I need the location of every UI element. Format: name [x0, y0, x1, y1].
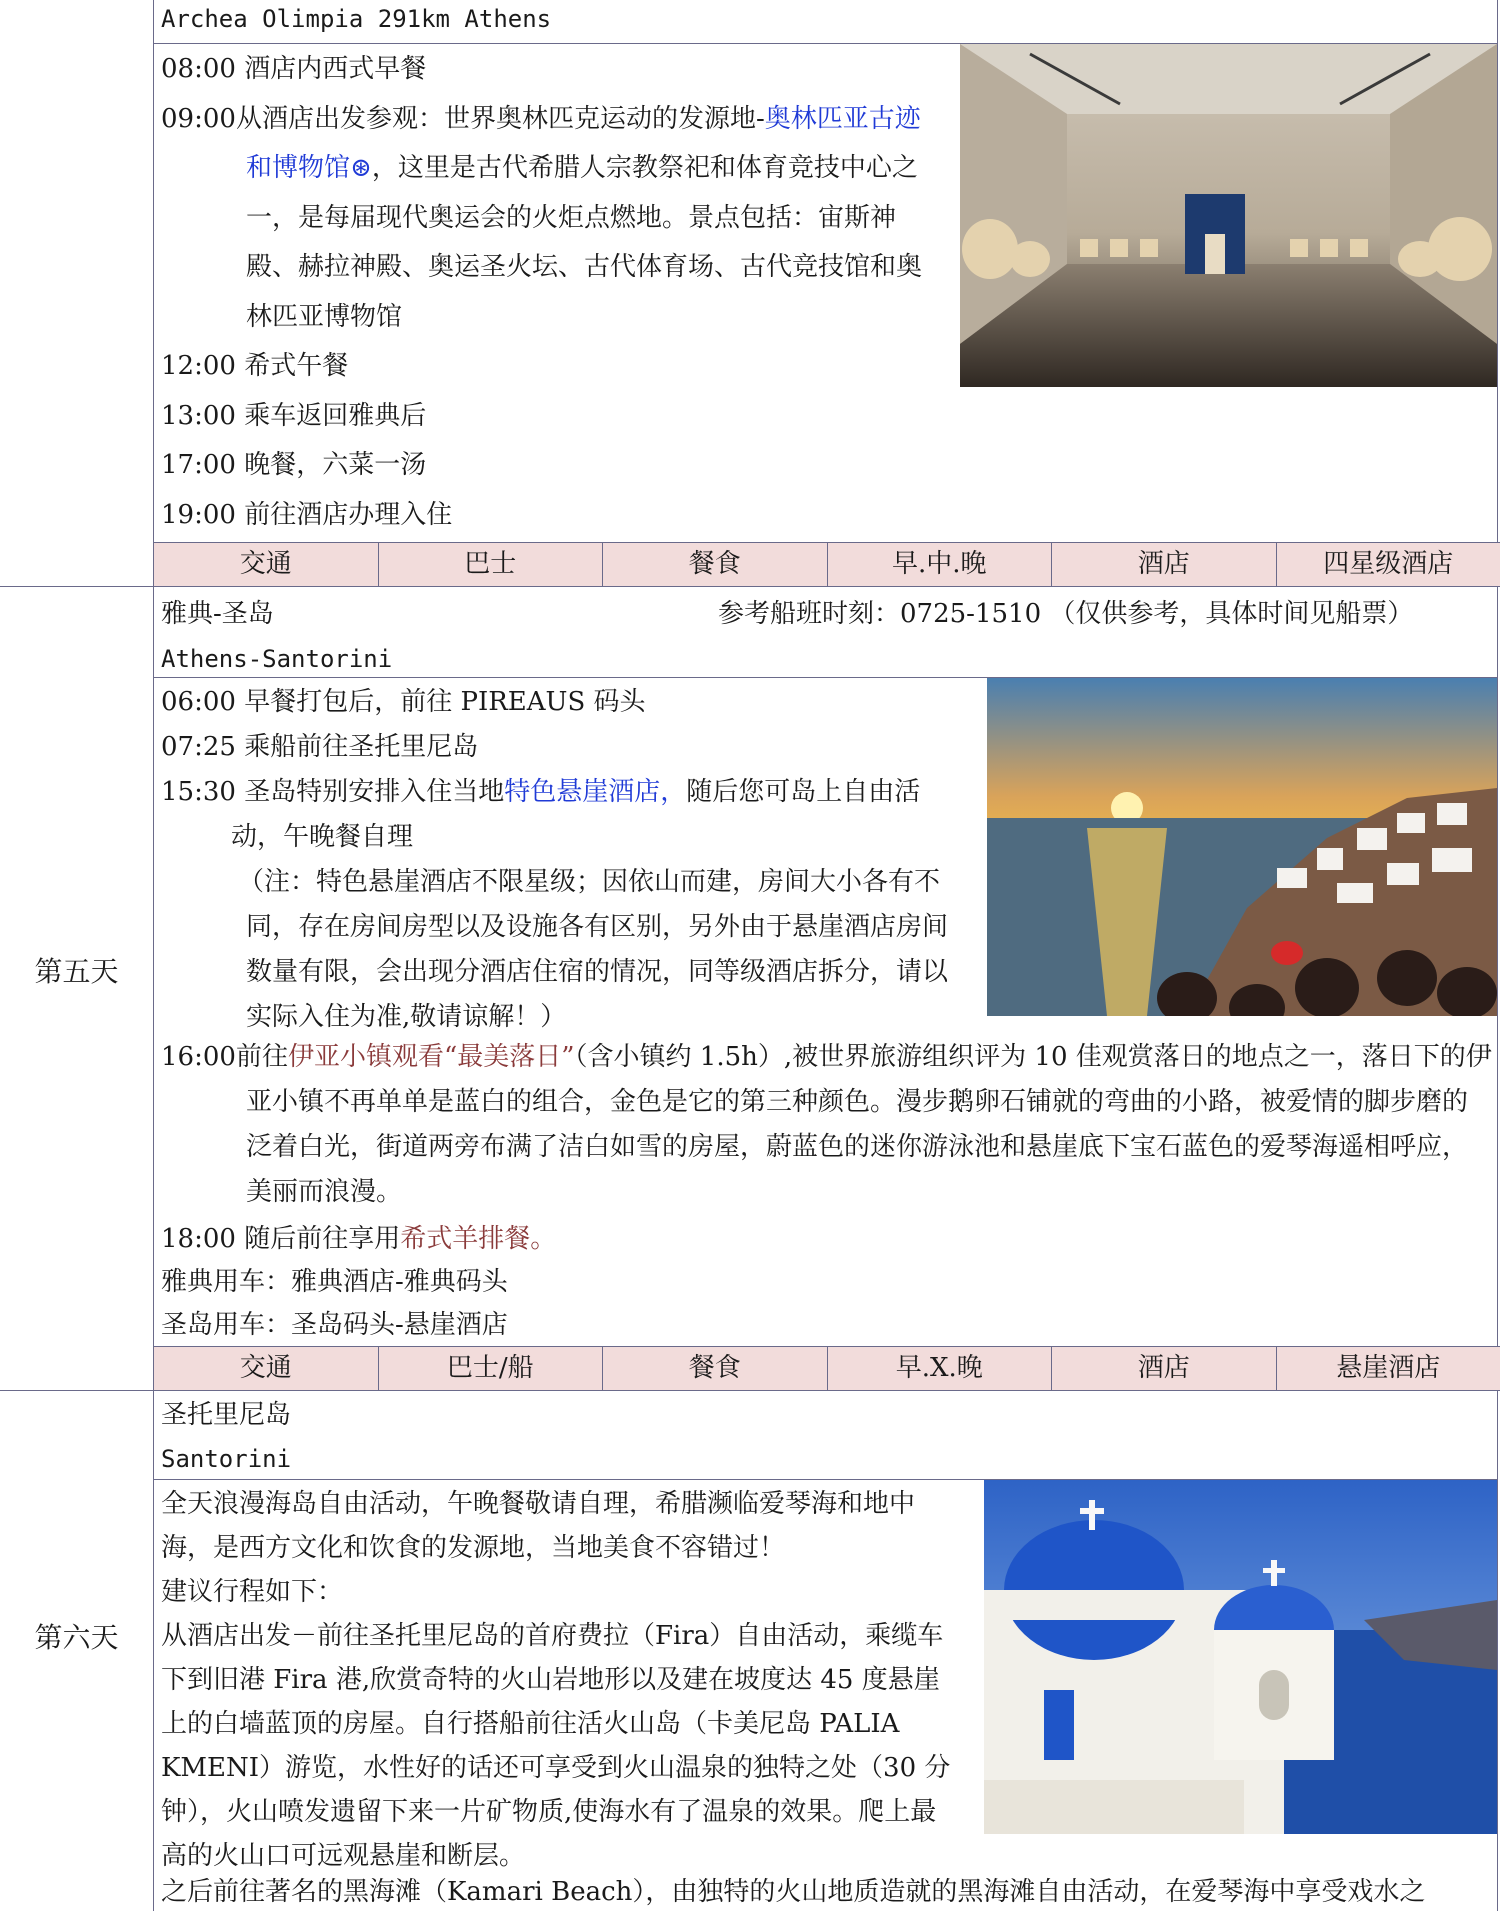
schedule-item: 08:00 酒店内西式早餐: [161, 45, 941, 95]
info-cell: 早.X.晚: [827, 1347, 1052, 1390]
santorini-sunset-photo: [987, 678, 1497, 1016]
santorini-church-photo: [984, 1480, 1497, 1834]
info-cell: 交通: [154, 543, 378, 586]
hotel-note: （注：特色悬崖酒店不限星级；因依山而建，房间大小各有不同，存在房间房型以及设施各有区别，另外由于悬崖酒店房间数量有限，会出现分酒店住宿的情况，同等级酒店拆分，请以实际入住为准,敬请谅解！）: [161, 860, 971, 1040]
schedule-item: 12:00 希式午餐: [161, 342, 941, 392]
info-row: [154, 542, 1500, 587]
suggestion-heading: 建议行程如下：: [161, 1570, 961, 1614]
route-en: Archea Olimpia 291km Athens: [161, 2, 551, 36]
table-border-right: [1497, 0, 1498, 1911]
route-en: Santorini: [161, 1442, 291, 1476]
dinner-link[interactable]: 希式羊排餐。: [400, 1224, 556, 1254]
intro-paragraph: 全天浪漫海岛自由活动，午晚餐敬请自理，希腊濒临爱琴海和地中海，是西方文化和饮食的发源地，当地美食不容错过！: [161, 1482, 961, 1570]
transfer-santorini: 圣岛用车：圣岛码头-悬崖酒店: [161, 1308, 508, 1342]
oia-link[interactable]: 伊亚小镇观看“最美落日”: [288, 1042, 575, 1072]
sun-symbol-icon: ⊛: [350, 153, 372, 183]
fira-paragraph: 从酒店出发－前往圣托里尼岛的首府费拉（Fira）自由活动，乘缆车下到旧港 Fira 港,欣赏奇特的火山岩地形以及建在坡度达 45 度悬崖上的白墙蓝顶的房屋。自行搭船前往活火山岛（卡美尼岛 PALIA KMENI）游览，水性好的话还可享受到火山温泉的独特之处（30 分钟），火山喷发遗留下来一片矿物质,使海水有了温泉的效果。爬上最高的火山口可远观悬崖和断层。: [161, 1614, 961, 1878]
schedule-item: 09:00从酒店出发参观：世界奥林匹克运动的发源地-奥林匹亚古迹和博物馆⊛，这里是古代希腊人宗教祭祀和体育竞技中心之一，是每届现代奥运会的火炬点燃地。景点包括：宙斯神殿、赫拉神殿、奥运圣火坛、古代体育场、古代竞技馆和奥林匹亚博物馆: [161, 95, 941, 343]
info-cell: 悬崖酒店: [1276, 1347, 1500, 1390]
route-cn: 圣托里尼岛: [161, 1398, 291, 1432]
day-label: 第五天: [0, 950, 153, 990]
schedule-item: 07:25 乘船前往圣托里尼岛: [161, 725, 971, 770]
info-cell: 巴士: [378, 543, 603, 586]
info-cell: 餐食: [602, 1347, 827, 1390]
info-row: [154, 1346, 1500, 1391]
info-cell: 餐食: [602, 543, 827, 586]
info-cell: 巴士/船: [378, 1347, 603, 1390]
day5-schedule: [161, 680, 971, 1040]
schedule-item: 06:00 早餐打包后，前往 PIREAUS 码头: [161, 680, 971, 725]
dinner-item: 18:00 随后前往享用希式羊排餐。: [161, 1222, 556, 1256]
hotel-link[interactable]: 特色悬崖酒店，: [504, 777, 686, 807]
route-en: Athens-Santorini: [161, 642, 392, 676]
route-cn: 雅典-圣岛: [161, 597, 274, 631]
info-cell: 早.中.晚: [827, 543, 1052, 586]
table-border-left: [153, 0, 154, 1911]
schedule-item: 15:30 圣岛特别安排入住当地特色悬崖酒店，随后您可岛上自由活动，午晚餐自理: [161, 770, 971, 860]
museum-photo: [960, 44, 1497, 387]
day-label: 第六天: [0, 1616, 153, 1656]
schedule-list: [161, 45, 941, 540]
schedule-item: 17:00 晚餐，六菜一汤: [161, 441, 941, 491]
transfer-athens: 雅典用车：雅典酒店-雅典码头: [161, 1265, 508, 1299]
info-cell: 酒店: [1051, 543, 1276, 586]
ferry-time: 参考船班时刻：0725-1510 （仅供参考，具体时间见船票）: [718, 597, 1413, 631]
schedule-item: 19:00 前往酒店办理入住: [161, 491, 941, 541]
oia-sunset-item: 16:00前往伊亚小镇观看“最美落日”（含小镇约 1.5h）,被世界旅游组织评为 10 佳观赏落日的地点之一，落日下的伊亚小镇不再单单是蓝白的组合，金色是它的第三种颜色。漫步鹅卵石铺就的弯曲的小路，被爱情的脚步磨的泛着白光，街道两旁布满了洁白如雪的房屋，蔚蓝色的迷你游泳池和悬崖底下宝石蓝色的爱琴海遥相呼应，美丽而浪漫。: [161, 1035, 1493, 1215]
info-cell: 四星级酒店: [1276, 543, 1500, 586]
info-cell: 交通: [154, 1347, 378, 1390]
schedule-item: 13:00 乘车返回雅典后: [161, 392, 941, 442]
black-beach-paragraph: 之后前往著名的黑海滩（Kamari Beach），由独特的火山地质造就的黑海滩自由活动，在爱琴海中享受戏水之: [161, 1870, 1497, 1914]
day6-text: [161, 1482, 961, 1878]
info-cell: 酒店: [1051, 1347, 1276, 1390]
site-link[interactable]: 奥林匹亚古迹和博物馆⊛: [246, 104, 921, 184]
